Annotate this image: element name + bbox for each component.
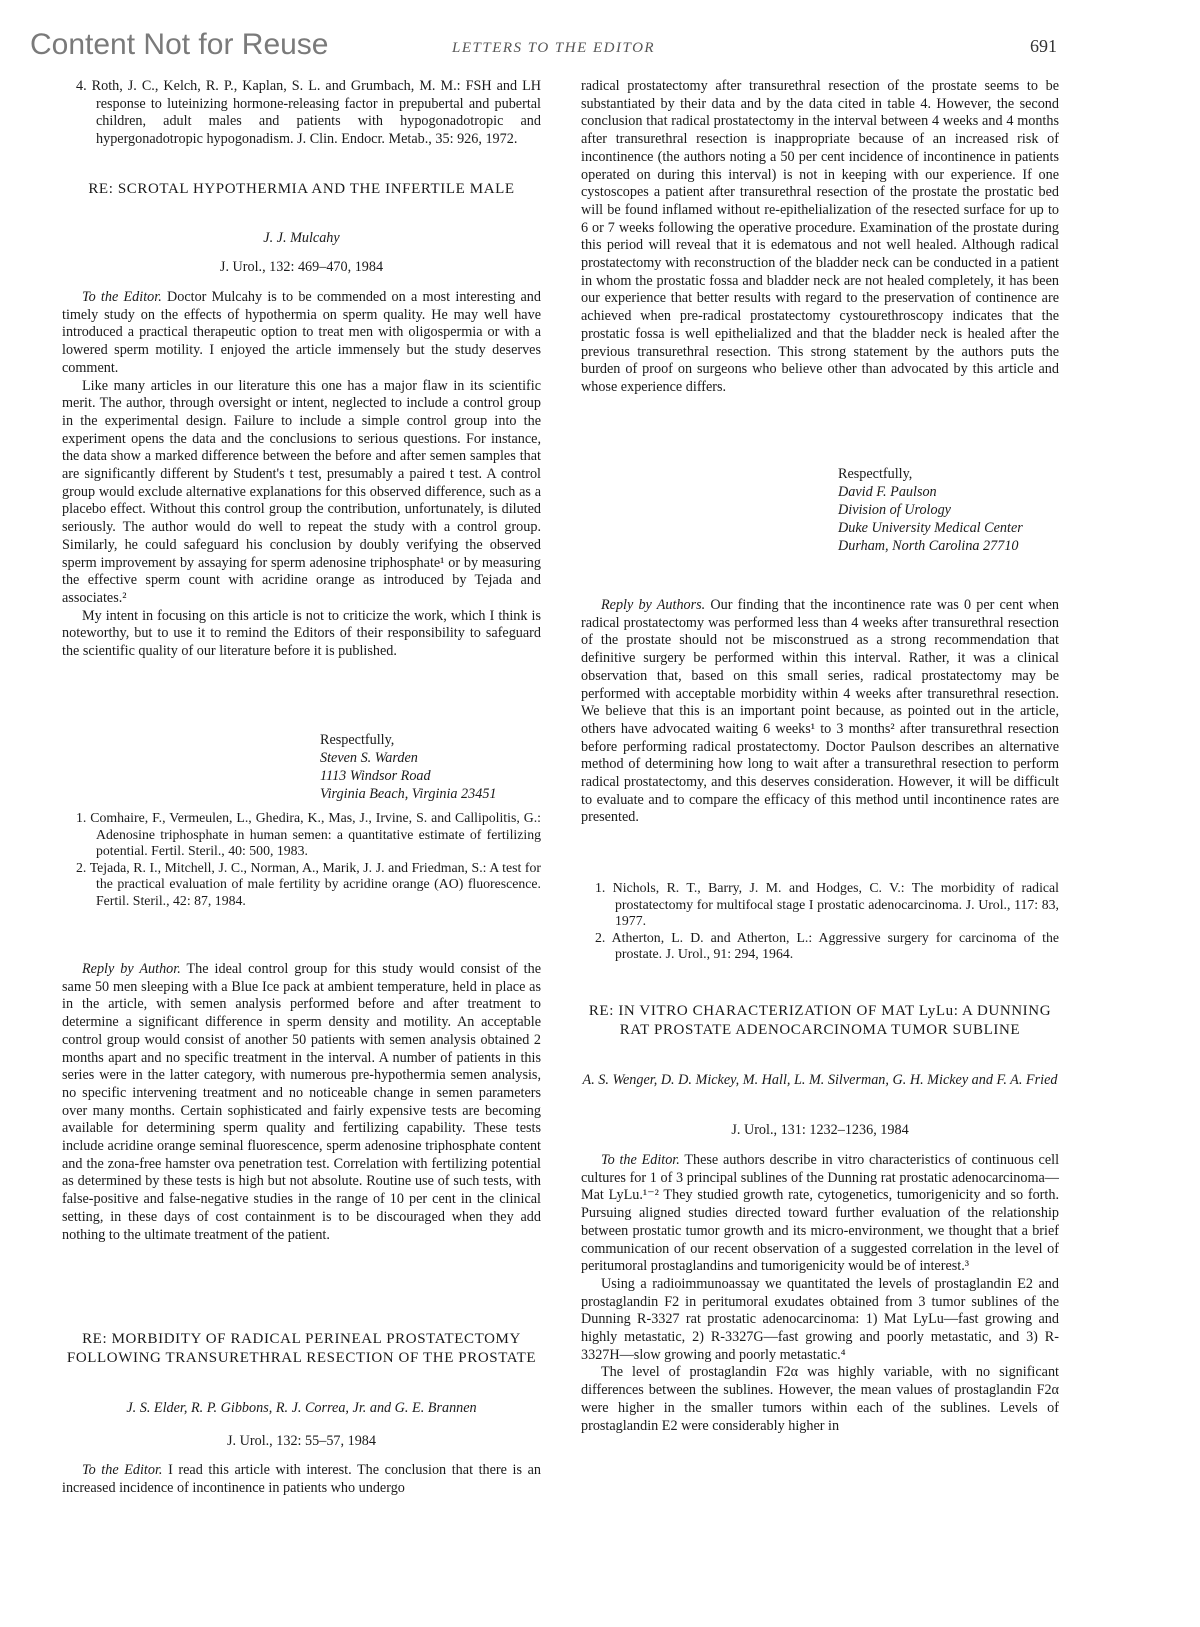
paragraph-text: Our finding that the incontinence rate was 0 per cent when radical prostatectomy was performed less than 4 weeks after transurethral resection of the prostate should not be misconstrued as a strong recommendation that definitive surgery be performed within this interval. Rather, it was a clinical observation that, based on this small series, radical prostatectomy may be performed with acceptable morbidity within 4 weeks after transurethral resection. We believe that this is an important point because, as pointed out in the article, others have advocated waiting 6 weeks¹ to 3 months² after transurethral resection before performing radical prostatectomy. Doctor Paulson describes an alternative method of determining how long to wait after a transurethral resection to perform radical prostatectomy, and this deserves consideration. However, it will be difficult to evaluate and to compare the efficacy of this method until incontinence rates are presented. [581,597,1060,826]
article-title: RE: SCROTAL HYPOTHERMIA AND THE INFERTILE MALE [88,181,515,197]
paragraph: The level of prostaglandin F2α was highly variable, with no significant differences between the sublines. However, the mean values of prostaglandin F2α were higher in the smaller tumors within each of the sublines. Levels of prostaglandin E2 were considerably higher in [581,1364,1059,1434]
article-title: RE: MORBIDITY OF RADICAL PERINEAL PROSTATECTOMY FOLLOWING TRANSURETHRAL RESECTION OF THE PROSTATE [66,1331,537,1366]
signature-block [320,731,560,803]
reference-item: 2. Tejada, R. I., Mitchell, J. C., Norman, A., Marik, J. J. and Friedman, S.: A test for the practical evaluation of male fertility by acridine orange (AO) fluorescence. Fertil. Steril., 42: 87, 1984. [76,859,541,908]
paragraph: My intent in focusing on this article is not to criticize the work, which I think is noteworthy, but to use it to remind the Editors of their responsibility to safeguard the scientific quality of our literature before it is published. [62,607,541,660]
paragraph-text: The ideal control group for this study would consist of the same 50 men sleeping with a Blue Ice pack at ambient temperature, held in place as in the article, with semen analysis performed before and after treatment to determine a significant difference in sperm density and motility. An acceptable control group would consist of another 50 patients with semen analysis obtained 2 months apart and no specific treatment in the interval. A number of patients in this series were in the latter category, with numerous pre-hypothermia semen analysis, no specific intervening treatment and no noticeable change in semen parameters over many months. Certain sophisticated and fairly expensive tests are becoming available for determining sperm quality and fertilizing capability. These tests include acridine orange seminal fluorescence, sperm adenosine triphosphate content and the zona-free hamster ova penetration test. Correlation with fertilizing potential as determined by these tests is high but not absolute. Routine use of such tests, with false-positive and false-negative studies in the range of 10 per cent in the clinical setting, in these days of cost containment is to be discouraged when they add nothing to the ultimate treatment of the patient. [62,961,541,1243]
article-authors: A. S. Wenger, D. D. Mickey, M. Hall, L. M. Silverman, G. H. Mickey and F. A. Fried [582,1072,1058,1088]
paragraph-text: I read this article with interest. The conclusion that there is an increased incidence of incontinence in patients who undergo [62,1462,542,1496]
paragraph: Like many articles in our literature this one has a major flaw in its scientific merit. The author, through oversight or intent, neglected to include a control group in the experimental design. Failure to include a simple control group into the experiment opens the data and the conclusions to serious questions. For instance, the data show a marked difference between the before and after semen samples that are significantly different by Student's t test, presumably a paired t test. A control group would exclude alternative explanations for this observed difference, such as a placebo effect. Without this control group the contribution, unfortunately, is diluted seriously. The author would do well to repeat the study with a control group. Similarly, he could safeguard his conclusion by doubly verifying the observed sperm improvement by assaying for sperm adenosine triphosphate¹ or by measuring the effective sperm count with acridine orange as introduced by Tejada and associates.² [62,377,541,606]
letter-body [581,1152,1059,1435]
letter-body [62,289,541,661]
paragraph [62,961,541,1244]
signature-city: Virginia Beach, Virginia 23451 [320,786,497,802]
reference-list [581,880,1059,963]
letter-lead: To the Editor. [601,1152,680,1168]
signature-city: Durham, North Carolina 27710 [838,538,1019,554]
paragraph [62,289,541,378]
signature-institution: Duke University Medical Center [838,520,1023,536]
reference-item: 1. Nichols, R. T., Barry, J. M. and Hodges, C. V.: The morbidity of radical prostatectomy for multifocal stage I prostatic adenocarcinoma. J. Urol., 117: 83, 1977. [595,880,1059,928]
paragraph [62,1462,541,1497]
reference-item: 2. Atherton, L. D. and Atherton, L.: Aggressive surgery for carcinoma of the prostate. J. Urol., 91: 294, 1964. [595,929,1059,961]
signature-name: Steven S. Warden [320,750,418,766]
article-title: RE: IN VITRO CHARACTERIZATION OF MAT LyLu: A DUNNING RAT PROSTATE ADENOCARCINOMA TUMOR SUBLINE [588,1003,1052,1038]
paragraph-text: Doctor Mulcahy is to be commended on a most interesting and timely study on the effects of hypothermia on sperm quality. He may well have introduced a practical therapeutic option to treat men with oligospermia or with a lowered sperm motility. I enjoyed the article immensely but the study deserves comment. [62,289,541,376]
letter-body [62,1462,541,1497]
reference-item: 1. Comhaire, F., Vermeulen, L., Ghedira, K., Mas, J., Irvine, S. and Callipolitis, G.: Adenosine triphosphate in human semen: a quantitative estimate of fertilizing potential. Fertil. Steril., 40: 500, 1983. [76,810,541,858]
letter-continuation [581,78,1059,397]
article-author: J. J. Mulcahy [263,230,340,246]
signature-line: Respectfully, [838,466,913,482]
watermark: Content Not for Reuse [30,28,329,61]
reply-lead: Reply by Author. [82,961,181,977]
paragraph-text: These authors describe in vitro characteristics of continuous cell cultures for 1 of 3 principal sublines of the Dunning rat prostatic adenocarcinoma—Mat LyLu.¹⁻² They studied growth rate, cytogenetics, tumorigenicity and so forth. Pursuing aligned studies directed toward further evaluation of the relationship between prostatic tumor growth and its micro-environment, we thought that a brief communication of our recent observation of a suggested correlation in the level of peritumoral prostaglandins and tumorigenicity would be of interest.³ [581,1152,1060,1275]
article-authors: J. S. Elder, R. P. Gibbons, R. J. Correa, Jr. and G. E. Brannen [126,1400,477,1416]
paragraph: radical prostatectomy after transurethral resection of the prostate seems to be substantiated by their data and by the data cited in table 4. However, the second conclusion that radical prostatectomy in the interval between 4 weeks and 4 months after transurethral resection is inappropriate because of an increased risk of incontinence (the authors noting a 50 per cent incidence of incontinence in patients operated on during this interval) is not in keeping with our experience. If one cystoscopes a patient after transurethral resection of the prostate the prostatic bed will be found inflamed without re-epithelialization of the resected surface for up to 6 or 7 weeks following the operative procedure. Examination of the prostate during this period will reveal that it is edematous and not well healed. Although radical prostatectomy with reconstruction of the bladder neck can be conducted in a patient in whom the prostatic fossa and bladder neck are not healed completely, it has been our experience that better results with regard to the preservation of continence are achieved when pre-radical prostatectomy cystourethroscopy indicates that the prostatic fossa is well epithelialized and that the bladder neck is healed after the previous transurethral resection. This strong statement by the authors puts the burden of proof on surgeons who believe other than advocated by this article and whose experience differs. [581,78,1059,395]
paragraph [581,1152,1059,1276]
signature-address: 1113 Windsor Road [320,768,431,784]
signature-line: Respectfully, [320,732,395,748]
reference-list [62,810,541,909]
letter-lead: To the Editor. [82,289,162,305]
article-citation: J. Urol., 131: 1232–1236, 1984 [731,1122,909,1138]
signature-affiliation: Division of Urology [838,502,951,518]
signature-block [838,465,1078,555]
signature-name: David F. Paulson [838,484,937,500]
article-citation: J. Urol., 132: 469–470, 1984 [219,259,384,275]
page-number: 691 [1030,36,1057,56]
reply-body [62,961,541,1244]
letter-lead: To the Editor. [82,1462,163,1478]
reference-4 [62,78,541,149]
reply-lead: Reply by Authors. [601,597,706,613]
article-citation: J. Urol., 132: 55–57, 1984 [227,1433,376,1449]
reply-body [581,597,1059,827]
paragraph: Using a radioimmunoassay we quantitated the levels of prostaglandin E2 and prostaglandin F2 in peritumoral exudates obtained from 3 tumor sublines of the Dunning R-3327 rat prostatic adenocarcinoma: 1) Mat LyLu—fast growing and highly metastatic, 2) R-3327G—fast growing and poorly metastatic, and 3) R-3327H—slow growing and poorly metastatic.⁴ [581,1275,1059,1363]
paragraph [581,597,1059,827]
reference-item: 4. Roth, J. C., Kelch, R. P., Kaplan, S. L. and Grumbach, M. M.: FSH and LH response to luteinizing hormone-releasing factor in prepubertal and pubertal children, adult males and patients with hypogonadotropic and hypergonadotropic hypogonadism. J. Clin. Endocr. Metab., 35: 926, 1972. [76,78,541,148]
running-head: LETTERS TO THE EDITOR [452,40,656,56]
